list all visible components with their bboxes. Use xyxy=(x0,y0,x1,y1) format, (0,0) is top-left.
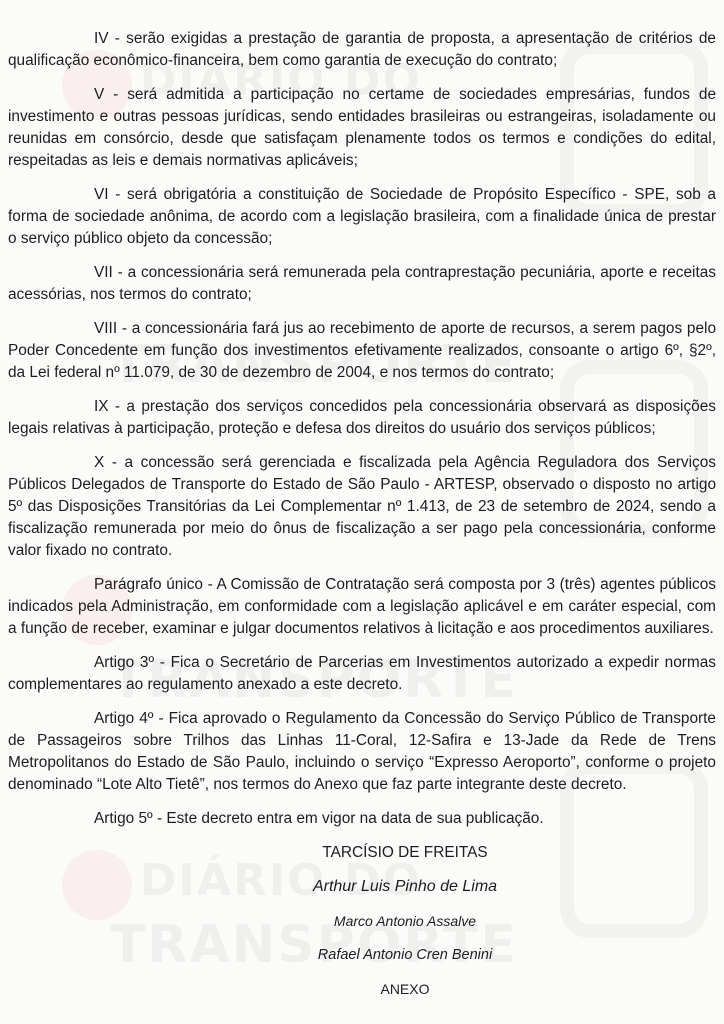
article-ix: IX - a prestação dos serviços concedidos pela concessionária observará as disposições legais relativas à participação, proteção e defesa dos direitos do usuário dos serviços públicos; xyxy=(8,398,716,437)
artigo-4: Artigo 4º - Fica aprovado o Regulamento da Concessão do Serviço Público de Transporte de Passageiros sobre Trilhos das Linhas 11-Coral, 12-Safira e 13-Jade da Rede de Trens Metropolitanos do Estado de São Paulo, incluindo o serviço “Expresso Aeroporto”, conforme o projeto denominado “Lote Alto Tietê”, nos termos do Anexo que faz parte integrante deste decreto. xyxy=(8,710,716,793)
decree-document xyxy=(8,28,716,1012)
signature-3: Rafael Antonio Cren Benini xyxy=(317,947,493,963)
article-v: V - será admitida a participação no certame de sociedades empresárias, fundos de investimento e outras pessoas jurídicas, sendo entidades brasileiras ou estrangeiras, isoladamente ou reunidas em consórcio, desde que satisfaçam plenamente todos os termos e condições do edital, respeitadas as leis e demais normativas aplicáveis; xyxy=(8,86,716,169)
signature-governor: TARCÍSIO DE FREITAS xyxy=(322,844,488,861)
artigo-5: Artigo 5º - Este decreto entra em vigor na data de sua publicação. xyxy=(94,810,544,827)
article-vii: VII - a concessionária será remunerada pela contraprestação pecuniária, aporte e receitas acessórias, nos termos do contrato; xyxy=(8,264,716,303)
paragrafo-unico: Parágrafo único - A Comissão de Contratação será composta por 3 (três) agentes públicos indicados pela Administração, em conformidade com a legislação aplicável e em caráter especial, com a função de receber, examinar e julgar documentos relativos à licitação e aos procedimentos auxiliares. xyxy=(8,576,716,637)
article-x: X - a concessão será gerenciada e fiscalizada pela Agência Reguladora dos Serviços Públicos Delegados de Transporte do Estado de São Paulo - ARTESP, observado o disposto no artigo 5º das Disposições Transitórias da Lei Complementar nº 1.413, de 23 de setembro de 2024, sendo a fiscalização remunerada por meio do ônus de fiscalização a ser pago pela concessionária, conforme valor fixado no contrato. xyxy=(8,454,716,559)
article-iv: IV - serão exigidas a prestação de garantia de proposta, a apresentação de critérios de qualificação econômico-financeira, bem como garantia de execução do contrato; xyxy=(8,30,716,69)
annex-heading: ANEXO xyxy=(380,981,430,997)
article-vi: VI - será obrigatória a constituição de Sociedade de Propósito Específico - SPE, sob a forma de sociedade anônima, de acordo com a legislação brasileira, com a finalidade única de prestar o serviço público objeto da concessão; xyxy=(8,186,716,247)
signature-1: Arthur Luis Pinho de Lima xyxy=(312,878,498,895)
signature-2: Marco Antonio Assalve xyxy=(333,913,477,929)
article-viii: VIII - a concessionária fará jus ao recebimento de aporte de recursos, a serem pagos pelo Poder Concedente em função dos investimentos efetivamente realizados, consoante o artigo 6º, §2º, da Lei federal nº 11.079, de 30 de dezembro de 2004, e nos termos do contrato; xyxy=(8,320,716,381)
artigo-3: Artigo 3º - Fica o Secretário de Parcerias em Investimentos autorizado a expedir normas complementares ao regulamento anexado a este decreto. xyxy=(8,654,716,693)
